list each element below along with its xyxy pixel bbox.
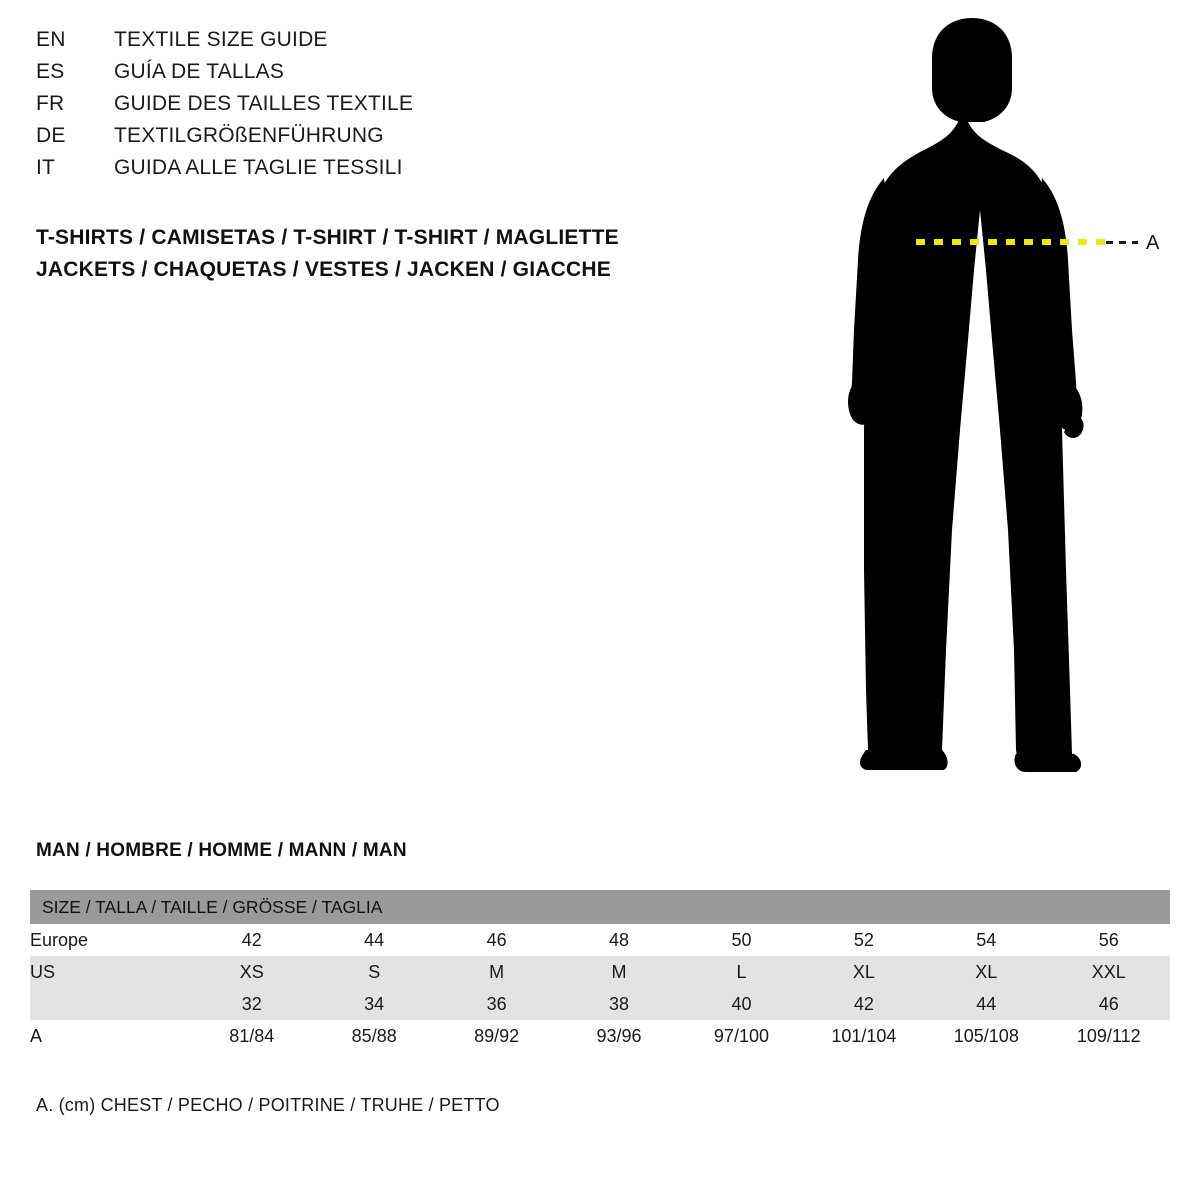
language-code: DE: [36, 124, 66, 147]
table-row: [30, 924, 1170, 956]
garment-line-jackets: JACKETS / CHAQUETAS / VESTES / JACKEN / GIACCHE: [36, 258, 611, 281]
language-row: [36, 28, 736, 60]
row-label-numeric: [30, 988, 191, 1020]
cell-europe-7: 56: [1048, 924, 1170, 956]
cell-europe-2: 46: [435, 924, 557, 956]
language-code: FR: [36, 92, 65, 115]
cell-us-5: XL: [803, 956, 925, 988]
cell-us-1: S: [313, 956, 435, 988]
language-code: EN: [36, 28, 66, 51]
language-header-block: [36, 28, 736, 188]
cell-a-2: 89/92: [435, 1020, 557, 1052]
cell-numeric-2: 36: [435, 988, 557, 1020]
measure-label-a: A: [1146, 232, 1160, 254]
language-text: TEXTILGRÖßENFÜHRUNG: [114, 124, 384, 147]
cell-a-0: 81/84: [191, 1020, 313, 1052]
language-text: TEXTILE SIZE GUIDE: [114, 28, 328, 51]
language-row: [36, 60, 736, 92]
cell-us-0: XS: [191, 956, 313, 988]
section-title-man: MAN / HOMBRE / HOMME / MANN / MAN: [36, 840, 407, 861]
cell-numeric-0: 32: [191, 988, 313, 1020]
table-row: [30, 1020, 1170, 1052]
language-code: IT: [36, 156, 56, 179]
row-label-a: A: [30, 1020, 191, 1052]
cell-europe-0: 42: [191, 924, 313, 956]
cell-numeric-5: 42: [803, 988, 925, 1020]
man-silhouette-icon: [820, 10, 1180, 800]
figure-illustration: [820, 10, 1180, 800]
table-header-row: [30, 890, 1170, 924]
cell-us-3: M: [558, 956, 680, 988]
cell-a-1: 85/88: [313, 1020, 435, 1052]
cell-europe-6: 54: [925, 924, 1047, 956]
cell-europe-1: 44: [313, 924, 435, 956]
cell-us-2: M: [435, 956, 557, 988]
table-footnote: A. (cm) CHEST / PECHO / POITRINE / TRUHE / PETTO: [36, 1095, 500, 1115]
language-text: GUIDA ALLE TAGLIE TESSILI: [114, 156, 403, 179]
cell-europe-4: 50: [680, 924, 802, 956]
measure-leader-dashes: [1106, 241, 1138, 244]
cell-numeric-6: 44: [925, 988, 1047, 1020]
cell-us-6: XL: [925, 956, 1047, 988]
table-row: [30, 988, 1170, 1020]
size-table: [30, 890, 1170, 1052]
cell-us-4: L: [680, 956, 802, 988]
cell-a-7: 109/112: [1048, 1020, 1170, 1052]
language-row: [36, 124, 736, 156]
cell-a-3: 93/96: [558, 1020, 680, 1052]
cell-us-7: XXL: [1048, 956, 1170, 988]
row-label-europe: Europe: [30, 924, 191, 956]
garment-line-tshirts: T-SHIRTS / CAMISETAS / T-SHIRT / T-SHIRT / MAGLIETTE: [36, 226, 619, 249]
cell-europe-3: 48: [558, 924, 680, 956]
cell-numeric-4: 40: [680, 988, 802, 1020]
cell-a-6: 105/108: [925, 1020, 1047, 1052]
cell-a-4: 97/100: [680, 1020, 802, 1052]
cell-europe-5: 52: [803, 924, 925, 956]
row-label-us: US: [30, 956, 191, 988]
language-code: ES: [36, 60, 65, 83]
cell-numeric-1: 34: [313, 988, 435, 1020]
language-text: GUIDE DES TAILLES TEXTILE: [114, 92, 414, 115]
cell-numeric-3: 38: [558, 988, 680, 1020]
table-row: [30, 956, 1170, 988]
cell-a-5: 101/104: [803, 1020, 925, 1052]
cell-numeric-7: 46: [1048, 988, 1170, 1020]
language-row: [36, 156, 736, 188]
garment-type-block: [36, 222, 796, 286]
table-header-label: SIZE / TALLA / TAILLE / GRÖSSE / TAGLIA: [30, 890, 1170, 924]
language-text: GUÍA DE TALLAS: [114, 60, 285, 83]
language-row: [36, 92, 736, 124]
